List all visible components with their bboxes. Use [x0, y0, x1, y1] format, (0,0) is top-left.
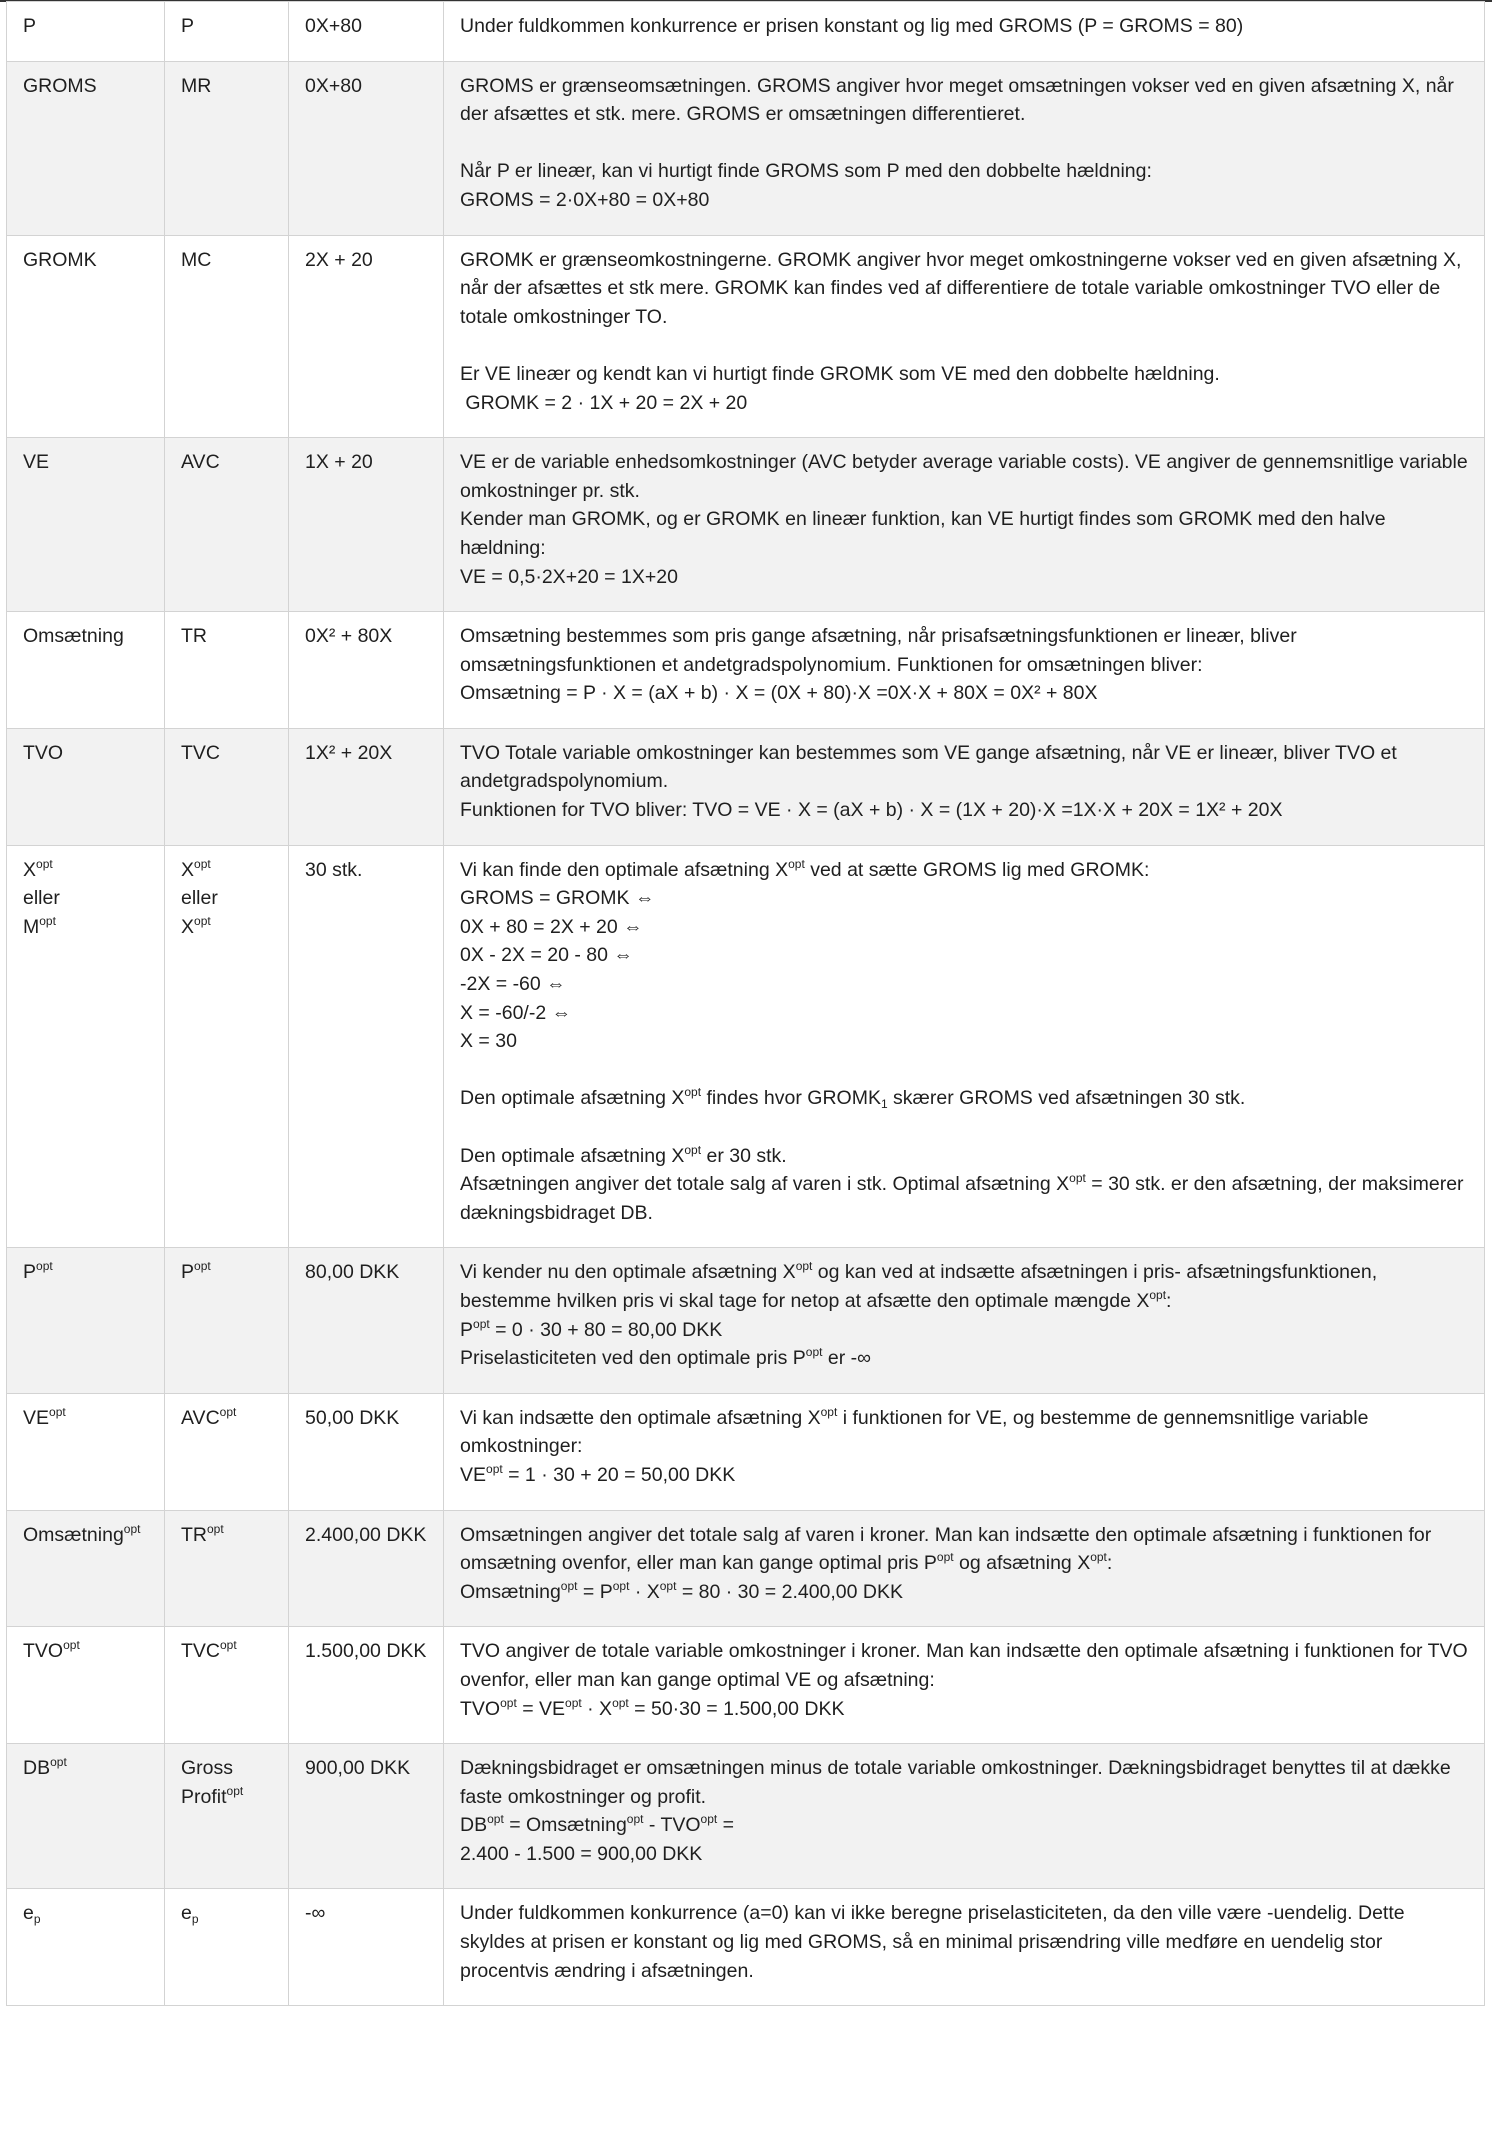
explanation-line: Priselasticiteten ved den optimale pris $P^{opt}$ er -∞	[460, 1345, 872, 1370]
explanation-line: Er VE lineær og kendt kan vi hurtigt finde GROMK som VE med den dobbelte hældning.	[460, 362, 1220, 385]
value-cell: 80,00 DKK	[289, 1248, 444, 1393]
value-cell: 30 stk.	[289, 845, 444, 1248]
danish-symbol-cell: GROMS	[7, 61, 165, 235]
table-row	[7, 61, 1485, 235]
equation-line: X = 30	[460, 1030, 517, 1053]
danish-symbol-cell: GROMK	[7, 235, 165, 438]
english-symbol-cell: $AVC^{opt}$	[165, 1393, 289, 1510]
value-cell: 0X+80	[289, 61, 444, 235]
explanation-cell	[444, 728, 1485, 845]
english-symbol-cell: P	[165, 2, 289, 62]
explanation-line: Vi kender nu den optimale afsætning $X^{opt}$ og kan ved at indsætte afsætningen i pris- afsætningsfunktionen, bestemme hvilken pris vi skal tage for netop at afsætte den optimale mængde $X^{opt}$:	[460, 1259, 1378, 1312]
explanation-line: GROMS er grænseomsætningen. GROMS angiver hvor meget omsætningen vokser ved en given afsætning X, når der afsættes et stk. mere. GROMS er omsætningen differentieret.	[460, 74, 1454, 126]
table-row	[7, 235, 1485, 438]
value-cell: 1.500,00 DKK	[289, 1627, 444, 1744]
explanation-line: Vi kan finde den optimale afsætning $X^{opt}$ ved at sætte GROMS lig med GROMK:	[460, 856, 1150, 881]
explanation-cell	[444, 2, 1485, 62]
explanation-cell	[444, 1510, 1485, 1627]
explanation-cell	[444, 438, 1485, 612]
value-cell: 2.400,00 DKK	[289, 1510, 444, 1627]
explanation-line: Omsætning bestemmes som pris gange afsætning, når prisafsætningsfunktionen er lineær, bliver omsætningsfunktionen et andetgradspolynomium. Funktionen for omsætningen bliver:	[460, 625, 1297, 676]
explanation-cell	[444, 1889, 1485, 2006]
explanation-line: VE er de variable enhedsomkostninger (AVC betyder average variable costs). VE angiver de gennemsnitlige variable omkostninger pr. stk.	[460, 451, 1468, 502]
equation-line: 0X + 80 = 2X + 20 ⇔	[460, 915, 643, 938]
value-cell: 2X + 20	[289, 235, 444, 438]
table-row	[7, 1393, 1485, 1510]
explanation-line: GROMK = 2 · 1X + 20 = 2X + 20	[460, 391, 748, 414]
equation-line: 2.400 - 1.500 = 900,00 DKK	[460, 1842, 703, 1865]
table-row	[7, 612, 1485, 729]
explanation-line: Den optimale afsætning $X^{opt}$ findes hvor $GROMK_1$ skærer GROMS ved afsætningen 30 stk.	[460, 1085, 1246, 1112]
english-symbol-cell: MC	[165, 235, 289, 438]
explanation-line: Kender man GROMK, og er GROMK en lineær funktion, kan VE hurtigt findes som GROMK med den halve hældning:	[460, 508, 1386, 559]
blank-line	[460, 1113, 1468, 1142]
explanation-line: Vi kan indsætte den optimale afsætning $X^{opt}$ i funktionen for VE, og bestemme de gennemsnitlige variable omkostninger:	[460, 1404, 1369, 1458]
explanation-line: VE = 0,5·2X+20 = 1X+20	[460, 565, 678, 588]
danish-symbol-cell: Omsætning$^{opt}$	[7, 1510, 165, 1627]
english-symbol-cell: MR	[165, 61, 289, 235]
value-cell: 1X + 20	[289, 438, 444, 612]
english-symbol-cell: Gross Profit$^{opt}$	[165, 1744, 289, 1889]
economics-table	[6, 1, 1485, 2006]
english-symbol-cell: $X^{opt}$ eller $X^{opt}$	[165, 845, 289, 1248]
value-cell: 50,00 DKK	[289, 1393, 444, 1510]
value-cell: -∞	[289, 1889, 444, 2006]
explanation-cell	[444, 1393, 1485, 1510]
blank-line	[460, 129, 1468, 158]
english-symbol-cell: $e_p$	[165, 1889, 289, 2006]
explanation-line: Omsætningen angiver det totale salg af varen i kroner. Man kan indsætte den optimale afsætning i funktionen for omsætning ovenfor, eller man kan gange optimal pris $P^{opt}$ og afsætning $X^{opt}$:	[460, 1523, 1432, 1575]
equation-line: Omsætning$^{opt}$ = $P^{opt} \cdot X^{opt} = 80 \cdot 30 = 2.400,00$ DKK	[460, 1578, 904, 1603]
table-row	[7, 1248, 1485, 1393]
table-row	[7, 1744, 1485, 1889]
table-row	[7, 1510, 1485, 1627]
table-row	[7, 845, 1485, 1248]
value-cell: 0X² + 80X	[289, 612, 444, 729]
explanation-line: GROMS = 2·0X+80 = 0X+80	[460, 188, 710, 211]
danish-symbol-cell: Omsætning	[7, 612, 165, 729]
blank-line	[460, 331, 1468, 360]
danish-symbol-cell: P	[7, 2, 165, 62]
explanation-cell	[444, 61, 1485, 235]
value-cell: 1X² + 20X	[289, 728, 444, 845]
danish-symbol-cell: $e_p$	[7, 1889, 165, 2006]
table-row	[7, 1627, 1485, 1744]
equation-line: $TVO^{opt} = VE^{opt} \cdot X^{opt} = 50\cdot 30 = 1.500,00$ DKK	[460, 1695, 845, 1720]
value-cell: 0X+80	[289, 2, 444, 62]
equation-line: $P^{opt} = 0 \cdot 30 + 80 = 80,00$ DKK	[460, 1316, 723, 1341]
equation-line: 0X - 2X = 20 - 80 ⇔	[460, 944, 633, 967]
danish-symbol-cell: $TVO^{opt}$	[7, 1627, 165, 1744]
english-symbol-cell: $TVC^{opt}$	[165, 1627, 289, 1744]
explanation-line: Under fuldkommen konkurrence er prisen konstant og lig med GROMS (P = GROMS = 80)	[460, 15, 1244, 37]
english-symbol-cell: $TR^{opt}$	[165, 1510, 289, 1627]
explanation-line: Når P er lineær, kan vi hurtigt finde GROMS som P med den dobbelte hældning:	[460, 160, 1152, 183]
danish-symbol-cell: $P^{opt}$	[7, 1248, 165, 1393]
explanation-cell	[444, 1248, 1485, 1393]
table-row	[7, 1889, 1485, 2006]
explanation-cell	[444, 235, 1485, 438]
danish-symbol-cell: $X^{opt}$ eller $M^{opt}$	[7, 845, 165, 1248]
explanation-line: GROMK er grænseomkostningerne. GROMK angiver hvor meget omkostningerne vokser ved en given afsætning X, når der afsættes et stk mere. GROMK kan findes ved af differentiere de totale variable omkostninger TVO eller de totale omkostninger TO.	[460, 248, 1462, 328]
blank-line	[460, 1056, 1468, 1085]
explanation-line: Funktionen for TVO bliver: TVO = VE · X = (aX + b) · X = (1X + 20)·X =1X·X + 20X = 1X² + 20X	[460, 799, 1283, 822]
equation-line: $DB^{opt}$ = Omsætning$^{opt}$ - $TVO^{opt}$ =	[460, 1812, 735, 1837]
table-row	[7, 2, 1485, 62]
explanation-line: Omsætning = P · X = (aX + b) · X = (0X + 80)·X =0X·X + 80X = 0X² + 80X	[460, 682, 1098, 705]
english-symbol-cell: $P^{opt}$	[165, 1248, 289, 1393]
danish-symbol-cell: $DB^{opt}$	[7, 1744, 165, 1889]
equation-line: $VE^{opt} = 1 \cdot 30 + 20 = 50,00$ DKK	[460, 1461, 736, 1486]
explanation-line: TVO Totale variable omkostninger kan bestemmes som VE gange afsætning, når VE er lineær, bliver TVO et andetgradspolynomium.	[460, 741, 1397, 793]
value-cell: 900,00 DKK	[289, 1744, 444, 1889]
english-symbol-cell: TVC	[165, 728, 289, 845]
danish-symbol-cell: VE	[7, 438, 165, 612]
explanation-cell	[444, 612, 1485, 729]
explanation-cell	[444, 1744, 1485, 1889]
explanation-cell	[444, 1627, 1485, 1744]
explanation-cell	[444, 845, 1485, 1248]
table-row	[7, 438, 1485, 612]
english-symbol-cell: TR	[165, 612, 289, 729]
equation-line: X = -60/-2 ⇔	[460, 1001, 572, 1024]
explanation-line: TVO angiver de totale variable omkostninger i kroner. Man kan indsætte den optimale afsætning i funktionen for TVO ovenfor, eller man kan gange optimal VE og afsætning:	[460, 1640, 1468, 1691]
english-symbol-cell: AVC	[165, 438, 289, 612]
danish-symbol-cell: TVO	[7, 728, 165, 845]
explanation-line: Under fuldkommen konkurrence (a=0) kan vi ikke beregne priselasticiteten, da den ville være -uendelig. Dette skyldes at prisen er konstant og lig med GROMS, så en minimal prisændring ville medføre en uendelig stor procentvis ændring i afsætningen.	[460, 1902, 1405, 1982]
danish-symbol-cell: $VE^{opt}$	[7, 1393, 165, 1510]
explanation-line: Afsætningen angiver det totale salg af varen i stk. Optimal afsætning $X^{opt} = 30$ stk. er den afsætning, der maksimerer dækningsbidraget DB.	[460, 1171, 1464, 1224]
explanation-line: Den optimale afsætning $X^{opt}$ er 30 stk.	[460, 1142, 787, 1167]
equation-line: -2X = -60 ⇔	[460, 973, 566, 996]
explanation-line: Dækningsbidraget er omsætningen minus de totale variable omkostninger. Dækningsbidraget benyttes til at dække faste omkostninger og profit.	[460, 1757, 1451, 1808]
table-row	[7, 728, 1485, 845]
equation-line: GROMS = GROMK ⇔	[460, 887, 655, 910]
